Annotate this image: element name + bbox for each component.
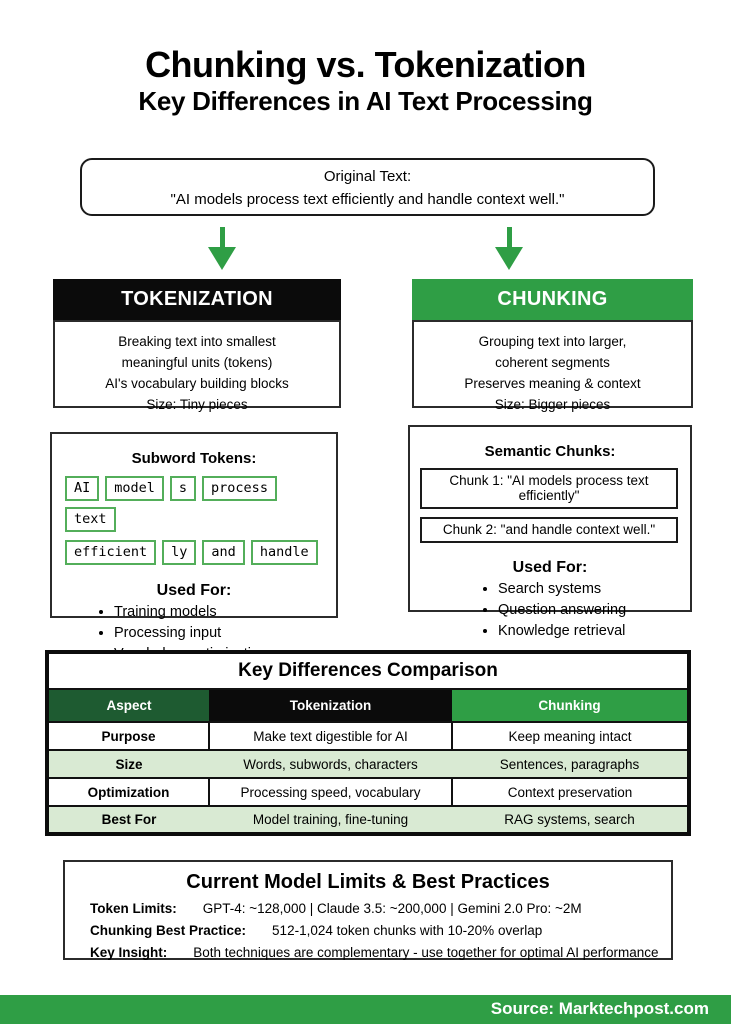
table-row: [47, 722, 689, 750]
table-cell: Make text digestible for AI: [209, 722, 452, 750]
footer-bar: [0, 995, 731, 1024]
table-title: Key Differences Comparison: [47, 652, 689, 689]
semantic-chunks-box: [408, 425, 692, 639]
table-row: [47, 750, 689, 778]
limit-value: Both techniques are complementary - use together for optimal AI performance: [193, 945, 659, 960]
token-row: [65, 537, 336, 568]
page-title: Chunking vs. Tokenization: [145, 44, 586, 85]
arrow-head: [208, 247, 236, 270]
table-row: [47, 806, 689, 834]
table-cell: Words, subwords, characters: [209, 750, 452, 778]
comparison-table: [45, 650, 691, 836]
token-chip: ly: [162, 540, 196, 565]
limit-value: 512-1,024 token chunks with 10-20% overlap: [272, 923, 543, 938]
arrow-stem: [220, 227, 225, 247]
used-for-list: [482, 579, 690, 642]
description-line: coherent segments: [495, 355, 610, 370]
used-for-item: • Question answering: [498, 600, 690, 621]
table-cell: Size: [47, 750, 209, 778]
table-cell: Purpose: [47, 722, 209, 750]
subword-tokens-box: [50, 432, 338, 641]
limit-label: Chunking Best Practice:: [90, 923, 247, 938]
limit-label: Token Limits:: [90, 901, 177, 916]
description-line: Grouping text into larger,: [478, 334, 627, 349]
limit-row: [90, 945, 671, 960]
table-cell: Optimization: [47, 778, 209, 806]
table-cell: Model training, fine-tuning: [209, 806, 452, 834]
limit-row: [90, 923, 671, 938]
down-arrow-icon: [208, 227, 236, 271]
token-chip: text: [65, 507, 116, 532]
original-text-box: [80, 158, 655, 216]
page-subtitle: Key Differences in AI Text Processing: [138, 86, 593, 116]
column-header-tokenization: Tokenization: [209, 689, 452, 722]
token-chip: process: [202, 476, 277, 501]
used-for-item: • Training models: [114, 602, 336, 623]
table-cell: RAG systems, search: [452, 806, 689, 834]
arrow-head: [495, 247, 523, 270]
token-chip: efficient: [65, 540, 156, 565]
original-text-label: Original Text:: [323, 168, 412, 185]
limit-row: [90, 901, 671, 916]
limit-label: Key Insight:: [90, 945, 168, 960]
token-chip: and: [202, 540, 244, 565]
chunk-row: Chunk 1: "AI models process text efficiently": [420, 468, 678, 509]
description-line: Preserves meaning & context: [464, 376, 641, 391]
model-limits-box: [63, 860, 673, 960]
source-text: Source: Marktechpost.com: [490, 999, 709, 1018]
original-text-quote: "AI models process text efficiently and handle context well.": [170, 191, 565, 208]
description-line: meaningful units (tokens): [121, 355, 273, 370]
used-for-item: • Search systems: [498, 579, 690, 600]
chunk-row: Chunk 2: "and handle context well.": [420, 517, 678, 543]
token-chip: AI: [65, 476, 99, 501]
chunking-header: CHUNKING: [412, 279, 693, 320]
table-cell: Sentences, paragraphs: [452, 750, 689, 778]
model-limits-title: Current Model Limits & Best Practices: [186, 871, 550, 893]
table-cell: Best For: [47, 806, 209, 834]
token-row: [65, 473, 336, 535]
description-line: AI's vocabulary building blocks: [105, 376, 289, 391]
tokenization-header: TOKENIZATION: [53, 279, 341, 320]
description-line: Size: Tiny pieces: [146, 397, 248, 412]
arrow-stem: [507, 227, 512, 247]
table-row: [47, 778, 689, 806]
down-arrow-icon: [495, 227, 523, 271]
table-header-row: [47, 689, 689, 722]
column-header-aspect: Aspect: [47, 689, 209, 722]
used-for-item: • Processing input: [114, 623, 336, 644]
limit-value: GPT-4: ~128,000 | Claude 3.5: ~200,000 | Gemini 2.0 Pro: ~2M: [202, 901, 582, 916]
used-for-title: Used For:: [512, 559, 588, 576]
token-chip: model: [105, 476, 164, 501]
table-cell: Keep meaning intact: [452, 722, 689, 750]
table-cell: Context preservation: [452, 778, 689, 806]
description-line: Size: Bigger pieces: [494, 397, 611, 412]
description-line: Breaking text into smallest: [118, 334, 276, 349]
subword-tokens-title: Subword Tokens:: [131, 450, 257, 467]
token-chip: handle: [251, 540, 318, 565]
table-cell: Processing speed, vocabulary: [209, 778, 452, 806]
used-for-title: Used For:: [156, 582, 232, 599]
semantic-chunks-title: Semantic Chunks:: [484, 443, 616, 460]
tokenization-description: [53, 320, 341, 412]
column-header-chunking: Chunking: [452, 689, 689, 722]
token-chip: s: [170, 476, 196, 501]
token-rows: [52, 473, 336, 568]
chunking-description: [412, 320, 693, 412]
used-for-item: • Knowledge retrieval: [498, 621, 690, 642]
